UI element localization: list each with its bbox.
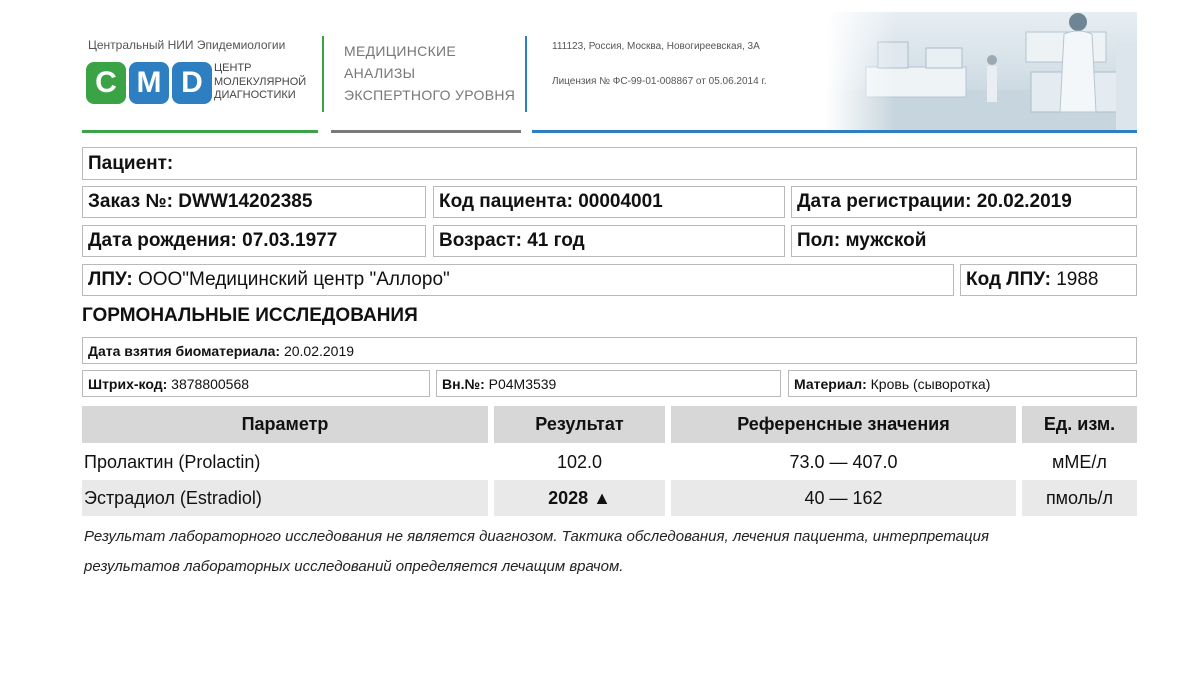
logo-letter-m: M bbox=[129, 62, 169, 104]
logo-subtitle bbox=[214, 62, 314, 103]
lpu-code-value: 1988 bbox=[1056, 269, 1099, 290]
lpu-code-field bbox=[960, 264, 1137, 296]
reg-date-label: Дата регистрации: bbox=[797, 191, 972, 212]
barcode-field bbox=[82, 370, 430, 397]
table-row-reference: 40 — 162 bbox=[671, 480, 1016, 516]
patient-code-label: Код пациента: bbox=[439, 191, 573, 212]
table-row-reference: 73.0 — 407.0 bbox=[789, 451, 898, 472]
lab-license: Лицензия № ФС-99-01-008867 от 05.06.2014 г. bbox=[552, 76, 767, 87]
slogan-line: ЭКСПЕРТНОГО УРОВНЯ bbox=[344, 87, 516, 103]
barcode-label: Штрих-код: bbox=[88, 375, 168, 392]
age-value: 41 год bbox=[527, 230, 585, 251]
table-row-unit: мМЕ/л bbox=[1052, 451, 1107, 472]
disclaimer-line-2: результатов лабораторных исследований определяется лечащим врачом. bbox=[84, 558, 624, 575]
table-row-result: 102.0 bbox=[556, 451, 603, 472]
age-field bbox=[433, 225, 785, 257]
table-row-parameter: Пролактин (Prolactin) bbox=[84, 451, 261, 472]
logo-letter-d: D bbox=[172, 62, 212, 104]
logo-letter-c: C bbox=[86, 62, 126, 104]
order-number-field bbox=[82, 186, 426, 218]
photo-fade bbox=[826, 12, 896, 132]
biomaterial-date-field bbox=[82, 337, 1137, 364]
patient-code-value: 00004001 bbox=[578, 191, 663, 212]
column-header-reference: Референсные значения bbox=[671, 406, 1016, 443]
logo-subtitle-line: ДИАГНОСТИКИ bbox=[214, 89, 296, 101]
lpu-field bbox=[82, 264, 954, 296]
sex-value: мужской bbox=[845, 230, 927, 251]
order-value: DWW14202385 bbox=[178, 191, 313, 212]
header-divider-blue bbox=[525, 36, 527, 112]
column-header-parameter: Параметр bbox=[82, 406, 488, 443]
lpu-value: ООО"Медицинский центр "Аллоро" bbox=[137, 269, 450, 290]
internal-value: P04M3539 bbox=[488, 375, 557, 392]
internal-number-field bbox=[436, 370, 781, 397]
slogan-line: МЕДИЦИНСКИЕ bbox=[344, 43, 457, 59]
logo-subtitle-line: ЦЕНТР bbox=[214, 62, 252, 74]
biomaterial-date-label: Дата взятия биоматериала: bbox=[88, 342, 281, 359]
table-row-parameter: Эстрадиол (Estradiol) bbox=[82, 480, 488, 516]
registration-date-field bbox=[791, 186, 1137, 218]
material-field bbox=[788, 370, 1137, 397]
table-row-result-flagged: 2028 ▲ bbox=[494, 480, 665, 516]
column-header-unit: Ед. изм. bbox=[1022, 406, 1137, 443]
slogan bbox=[344, 40, 524, 106]
header-underline-green bbox=[82, 130, 318, 133]
patient-field bbox=[82, 147, 1137, 180]
sex-label: Пол: bbox=[797, 230, 841, 251]
patient-code-field bbox=[433, 186, 785, 218]
disclaimer-line-1: Результат лабораторного исследования не является диагнозом. Тактика обследования, лечения пациента, интерпретация bbox=[84, 528, 989, 545]
barcode-value: 3878800568 bbox=[171, 375, 250, 392]
reg-date-value: 20.02.2019 bbox=[976, 191, 1072, 212]
lpu-code-label: Код ЛПУ: bbox=[966, 269, 1051, 290]
birth-label: Дата рождения: bbox=[88, 230, 237, 251]
internal-label: Вн.№: bbox=[442, 375, 485, 392]
age-label: Возраст: bbox=[439, 230, 522, 251]
header-underline-grey bbox=[331, 130, 521, 133]
biomaterial-date-value: 20.02.2019 bbox=[283, 342, 355, 359]
patient-label: Пациент: bbox=[88, 152, 174, 174]
lab-photo bbox=[826, 12, 1137, 132]
org-title: Центральный НИИ Эпидемиологии bbox=[88, 38, 286, 52]
order-label: Заказ №: bbox=[88, 191, 174, 212]
header-underline-blue bbox=[532, 130, 1137, 133]
birth-value: 07.03.1977 bbox=[242, 230, 338, 251]
table-row-unit: пмоль/л bbox=[1022, 480, 1137, 516]
lpu-label: ЛПУ: bbox=[88, 269, 133, 290]
lab-address: 111123, Россия, Москва, Новогиреевская, 3А bbox=[552, 41, 760, 52]
material-label: Материал: bbox=[794, 375, 867, 392]
section-title: ГОРМОНАЛЬНЫЕ ИССЛЕДОВАНИЯ bbox=[82, 305, 418, 326]
cmd-logo bbox=[86, 62, 215, 104]
birth-date-field bbox=[82, 225, 426, 257]
material-value: Кровь (сыворотка) bbox=[870, 375, 991, 392]
sex-field bbox=[791, 225, 1137, 257]
logo-subtitle-line: МОЛЕКУЛЯРНОЙ bbox=[214, 75, 307, 88]
column-header-result: Результат bbox=[494, 406, 665, 443]
slogan-line: АНАЛИЗЫ bbox=[344, 65, 416, 81]
header-divider-green bbox=[322, 36, 324, 112]
